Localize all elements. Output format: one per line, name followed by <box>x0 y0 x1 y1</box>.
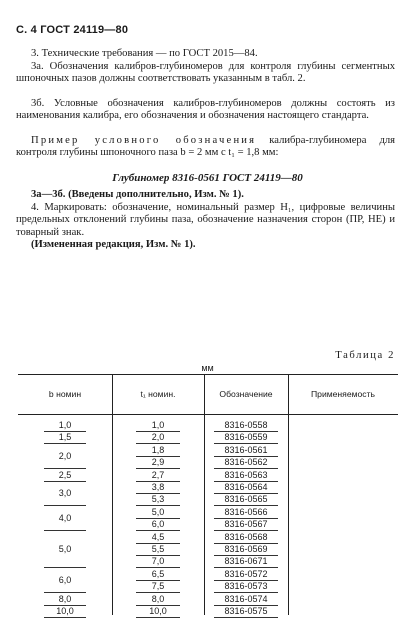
t1-cell: 3,8 <box>151 482 165 492</box>
t1-cell: 10,0 <box>149 606 167 616</box>
b-nom-cell: 1,0 <box>58 420 72 430</box>
b-nom-cell: 1,5 <box>58 432 72 443</box>
note-paragraph-4: (Измененная редакция, Изм. № 1). <box>31 239 196 250</box>
paragraph-4: 4. Маркировать: обозначение, номинальный размер H₁, цифровые величины предельных отклонений глубины паза, обозначение назначения сторон (ПР, НЕ) и товарный знак. <box>16 202 395 238</box>
t1-cell: 7,5 <box>151 581 165 592</box>
b-nom-cell: 8,0 <box>58 593 72 604</box>
t1-cell: 1,0 <box>151 420 165 430</box>
t1-cell: 6,0 <box>151 519 165 530</box>
t1-cell: 7,0 <box>151 556 165 567</box>
designation-cell: 8316-0565 <box>224 494 268 505</box>
t1-cell: 2,0 <box>151 432 165 443</box>
t1-cell: 6,5 <box>151 568 165 579</box>
t1-cell: 5,3 <box>151 494 165 505</box>
page-header: С. 4 ГОСТ 24119—80 <box>16 24 129 36</box>
example-designation: Глубиномер 8316-0561 ГОСТ 24119—80 <box>112 172 303 184</box>
designation-cell: 8316-0568 <box>224 531 268 542</box>
paragraph-3a: 3а. Обозначения калибров-глубиномеров для контроля глубины сегментных шпоночных пазов должны соответствовать указанным в табл. 2. <box>16 61 395 85</box>
header-separator <box>18 414 398 415</box>
designation-cell: 8316-0567 <box>224 519 268 530</box>
group-underline <box>44 481 86 482</box>
header-designation: Обозначение <box>219 389 273 399</box>
example-intro-spaced: Пример условного обозначения <box>31 135 257 146</box>
b-nom-cell: 2,0 <box>58 451 72 461</box>
header-applicability: Применяемость <box>310 389 376 399</box>
designation-cell: 8316-0572 <box>224 568 268 579</box>
row-underline <box>214 617 278 618</box>
table-unit: мм <box>201 363 214 373</box>
paragraph-3: 3. Технические требования — по ГОСТ 2015—84. <box>31 48 258 59</box>
t1-cell: 5,0 <box>151 506 165 517</box>
designation-cell: 8316-0573 <box>224 581 268 592</box>
designation-cell: 8316-0562 <box>224 457 268 468</box>
group-underline <box>44 567 86 568</box>
b-nom-cell: 6,0 <box>58 575 72 585</box>
t1-cell: 4,5 <box>151 531 165 542</box>
designation-cell: 8316-0566 <box>224 506 268 517</box>
designation-cell: 8316-0559 <box>224 432 268 443</box>
t1-cell: 2,7 <box>151 469 165 480</box>
group-underline <box>44 505 86 506</box>
example-intro-rest: калибра-глубиномера для контроля глубины шпоночного паза b = 2 мм с t₁ = 1,8 мм: <box>16 135 395 159</box>
note-3a-3b: 3а—3б. (Введены дополнительно, Изм. № 1). <box>31 189 244 200</box>
row-underline <box>136 617 180 618</box>
b-nom-cell: 10,0 <box>56 606 74 616</box>
b-nom-cell: 4,0 <box>58 513 72 523</box>
example-intro <box>16 135 395 160</box>
b-nom-cell: 3,0 <box>58 488 72 499</box>
designation-cell: 8316-0558 <box>224 420 268 430</box>
header-t1-nom: t₁ номин. <box>140 389 176 399</box>
t1-cell: 5,5 <box>151 544 165 554</box>
t1-cell: 2,9 <box>151 457 165 468</box>
table-caption: Таблица 2 <box>335 350 395 361</box>
designation-cell: 8316-0563 <box>224 469 268 480</box>
group-underline <box>44 617 86 618</box>
paragraph-3b: 3б. Условные обозначения калибров-глубиномеров должны состоять из наименования калибра, его обозначения и обозначения настоящего стандарта. <box>16 98 395 122</box>
designation-cell: 8316-0561 <box>224 444 268 455</box>
b-nom-cell: 5,0 <box>58 544 72 554</box>
data-table <box>18 374 398 615</box>
designation-cell: 8316-0564 <box>224 482 268 492</box>
designation-cell: 8316-0575 <box>224 606 268 616</box>
group-underline <box>44 443 86 444</box>
t1-cell: 1,8 <box>151 444 165 455</box>
designation-cell: 8316-0574 <box>224 593 268 604</box>
b-nom-cell: 2,5 <box>58 469 72 480</box>
header-b-nom: b номин <box>48 389 82 399</box>
designation-cell: 8316-0569 <box>224 544 268 554</box>
group-underline <box>44 530 86 531</box>
designation-cell: 8316-0671 <box>224 556 268 567</box>
t1-cell: 8,0 <box>151 593 165 604</box>
